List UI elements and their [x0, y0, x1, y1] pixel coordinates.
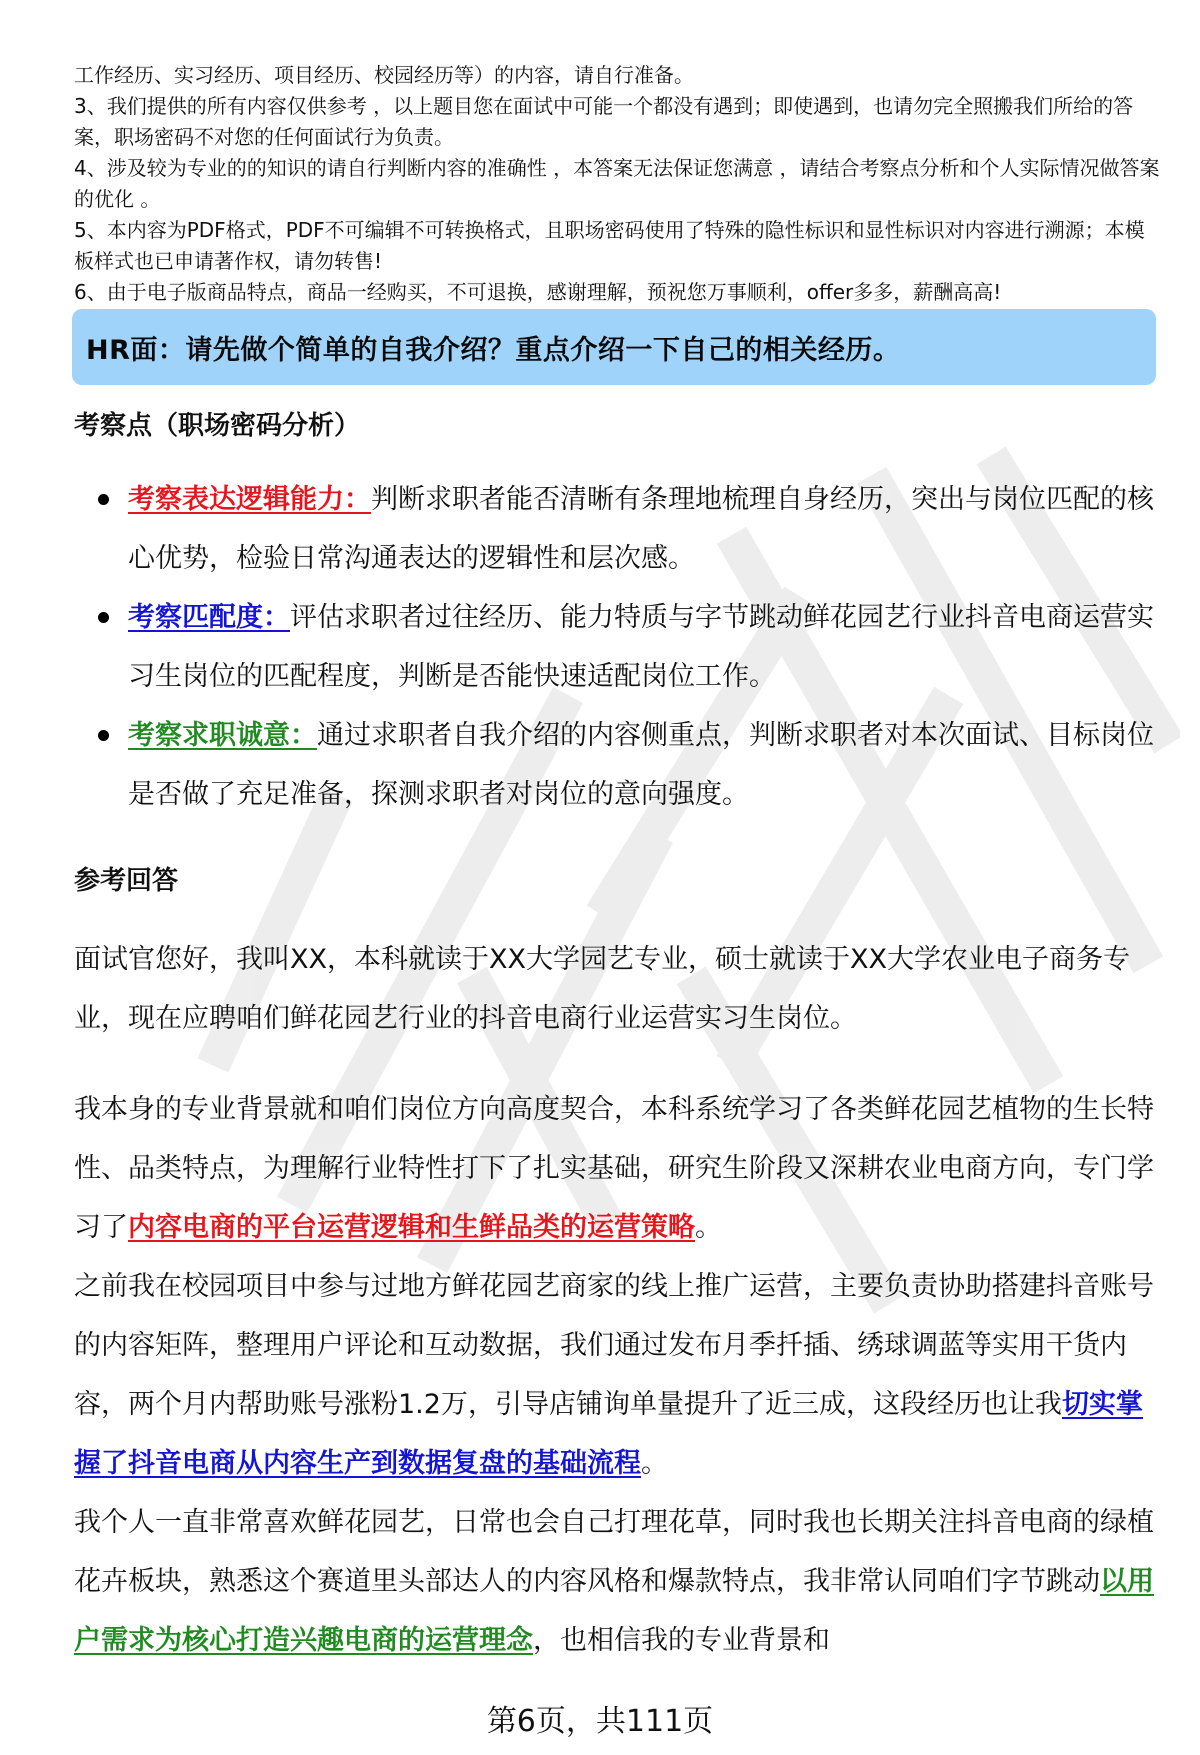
answer-text: ，也相信我的专业背景和: [533, 1625, 830, 1656]
notice-list: [74, 60, 1160, 308]
notice-item: 5、本内容为PDF格式，PDF不可编辑不可转换格式，且职场密码使用了特殊的隐性标识和显性标识对内容进行溯源；本模板样式也已申请著作权，请勿转售!: [74, 218, 1145, 273]
answer-text: 我本身的专业背景就和咱们岗位方向高度契合，本科系统学习了各类鲜花园艺植物的生长特性、品类特点，为理解行业特性打下了扎实基础，研究生阶段又深耕农业电商方向，专门学习了: [74, 1094, 1154, 1243]
analysis-point: [74, 706, 1160, 824]
answer-highlight-red: 内容电商的平台运营逻辑和生鲜品类的运营策略: [128, 1212, 695, 1243]
notice-item: 4、涉及较为专业的的知识的请自行判断内容的准确性 ，本答案无法保证您满意 ，请结合考察点分析和个人实际情况做答案的优化 。: [74, 156, 1160, 211]
bullet-icon: [98, 612, 109, 623]
notice-item: 6、由于电子版商品特点，商品一经购买，不可退换，感谢理解，预祝您万事顺利，offer多多，薪酬高高!: [74, 280, 1002, 304]
answer-paragraph-2: [74, 1080, 1160, 1257]
notice-item: 3、我们提供的所有内容仅供参考 ，以上题目您在面试中可能一个都没有遇到；即使遇到，也请勿完全照搬我们所给的答案，职场密码不对您的任何面试行为负责。: [74, 94, 1134, 149]
answer-paragraphs: [74, 1080, 1160, 1670]
answer-text: 我个人一直非常喜欢鲜花园艺，日常也会自己打理花草，同时我也长期关注抖音电商的绿植花卉板块，熟悉这个赛道里头部达人的内容风格和爆款特点，我非常认同咱们字节跳动: [74, 1507, 1154, 1597]
analysis-heading: 考察点（职场密码分析）: [74, 411, 361, 441]
point-text: 通过求职者自我介绍的内容侧重点，判断求职者对本次面试、目标岗位是否做了充足准备，探测求职者对岗位的意向强度。: [128, 720, 1154, 810]
answer-text: 面试官您好，我叫XX，本科就读于XX大学园艺专业，硕士就读于XX大学农业电子商务专业，现在应聘咱们鲜花园艺行业的抖音电商行业运营实习生岗位。: [74, 944, 1130, 1034]
page-number: 第6页，共111页: [486, 1704, 714, 1739]
answer-text: 。: [695, 1212, 722, 1243]
answer-paragraph-3: [74, 1257, 1160, 1493]
point-text: 评估求职者过往经历、能力特质与字节跳动鲜花园艺行业抖音电商运营实习生岗位的匹配程度，判断是否能快速适配岗位工作。: [128, 602, 1154, 692]
question-banner: [72, 309, 1156, 385]
analysis-point: [74, 470, 1160, 588]
bullet-icon: [98, 730, 109, 741]
answer-paragraph-4: [74, 1493, 1160, 1670]
question-title: HR面：请先做个简单的自我介绍？重点介绍一下自己的相关经历。: [86, 334, 901, 366]
bullet-icon: [98, 494, 109, 505]
point-keyword: 考察表达逻辑能力：: [128, 484, 371, 515]
point-keyword: 考察求职诚意：: [128, 720, 317, 751]
point-keyword: 考察匹配度：: [128, 602, 290, 633]
answer-paragraph-1: [74, 930, 1160, 1048]
answer-heading: 参考回答: [74, 866, 179, 896]
answer-text: 。: [641, 1448, 668, 1479]
answer-text: 之前我在校园项目中参与过地方鲜花园艺商家的线上推广运营，主要负责协助搭建抖音账号的内容矩阵，整理用户评论和互动数据，我们通过发布月季扦插、绣球调蓝等实用干货内容，两个月内帮助账号涨粉1.2万，引导店铺询单量提升了近三成，这段经历也让我: [74, 1271, 1154, 1420]
analysis-point: [74, 588, 1160, 706]
notice-item: 工作经历、实习经历、项目经历、校园经历等）的内容，请自行准备。: [74, 63, 694, 87]
answer-highlight-blue: 切实掌握了抖音电商从内容生产到数据复盘的基础流程: [74, 1389, 1143, 1479]
answer-highlight-green: 以用户需求为核心打造兴趣电商的运营理念: [74, 1566, 1154, 1656]
point-text: 判断求职者能否清晰有条理地梳理自身经历，突出与岗位匹配的核心优势，检验日常沟通表达的逻辑性和层次感。: [128, 484, 1154, 574]
analysis-points: [74, 470, 1160, 824]
